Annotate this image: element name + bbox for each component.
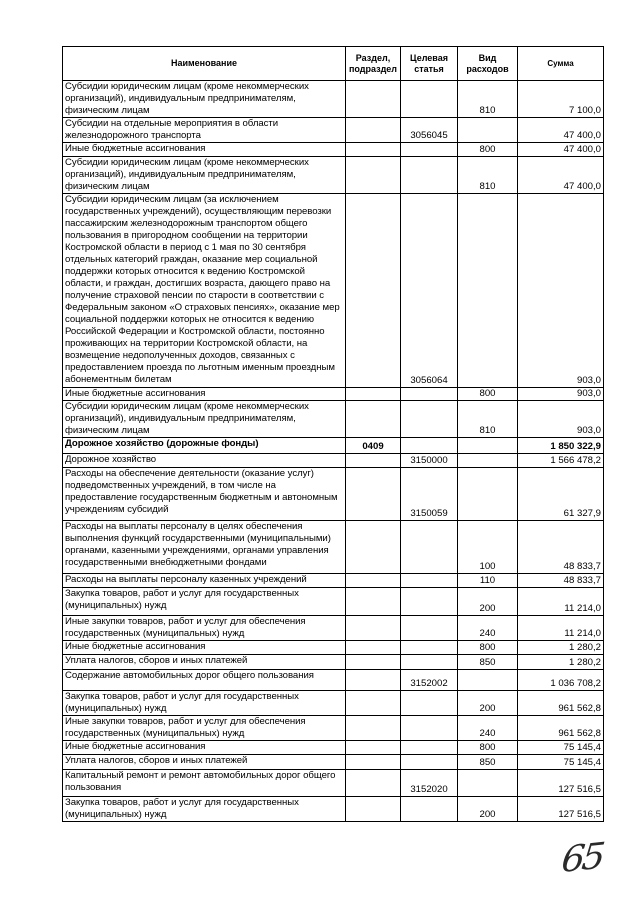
header-target: Целевая статья: [401, 47, 458, 81]
row-name: Дорожное хозяйство: [63, 454, 346, 468]
row-sum: 75 145,4: [518, 741, 604, 755]
row-sum: 11 214,0: [518, 588, 604, 616]
row-target-code: 3150059: [401, 468, 458, 521]
row-name: Субсидии юридическим лицам (кроме некоммерческих организаций), индивидуальным предпринимателям, физическим лицам: [63, 157, 346, 194]
header-row: [63, 47, 604, 81]
row-expense-type: [458, 454, 518, 468]
row-sum: 1 566 478,2: [518, 454, 604, 468]
table-row: [63, 401, 604, 438]
table-row: [63, 438, 604, 454]
row-section-code: [346, 157, 401, 194]
row-name: Расходы на обеспечение деятельности (оказание услуг) подведомственных учреждений, в том числе на предоставление государственным бюджетным и автономным учреждениям субсидий: [63, 468, 346, 521]
row-target-code: 3152020: [401, 770, 458, 797]
row-name: Иные бюджетные ассигнования: [63, 641, 346, 655]
row-expense-type: [458, 194, 518, 388]
row-name: Расходы на выплаты персоналу в целях обеспечения выполнения функций государственными (муниципальными) органами, казенными учреждениями, органами управления государственными внебюджетными фондами: [63, 521, 346, 574]
header-sum: Сумма: [518, 47, 604, 81]
row-name: Иные бюджетные ассигнования: [63, 388, 346, 401]
row-name: Субсидии юридическим лицам (кроме некоммерческих организаций), индивидуальным предпринимателям, физическим лицам: [63, 81, 346, 118]
row-expense-type: 800: [458, 641, 518, 655]
row-target-code: [401, 588, 458, 616]
row-section-code: [346, 670, 401, 691]
table-row: [63, 574, 604, 588]
row-section-code: [346, 716, 401, 741]
table-row: [63, 655, 604, 670]
row-section-code: 0409: [346, 438, 401, 454]
row-name: Расходы на выплаты персоналу казенных учреждений: [63, 574, 346, 588]
table-row: [63, 118, 604, 143]
row-section-code: [346, 691, 401, 716]
row-sum: 127 516,5: [518, 797, 604, 822]
row-name: Уплата налогов, сборов и иных платежей: [63, 655, 346, 670]
row-sum: 1 280,2: [518, 641, 604, 655]
row-target-code: [401, 521, 458, 574]
row-target-code: [401, 797, 458, 822]
row-target-code: [401, 438, 458, 454]
row-name: Иные бюджетные ассигнования: [63, 143, 346, 157]
table-row: [63, 468, 604, 521]
table-row: [63, 157, 604, 194]
row-expense-type: 110: [458, 574, 518, 588]
row-name: Субсидии юридическим лицам (кроме некоммерческих организаций), индивидуальным предпринимателям, физическим лицам: [63, 401, 346, 438]
table-body: [63, 81, 604, 822]
row-name: Закупка товаров, работ и услуг для государственных (муниципальных) нужд: [63, 797, 346, 822]
row-name: Дорожное хозяйство (дорожные фонды): [63, 438, 346, 454]
row-section-code: [346, 194, 401, 388]
row-sum: 61 327,9: [518, 468, 604, 521]
row-section-code: [346, 574, 401, 588]
row-expense-type: 240: [458, 716, 518, 741]
row-section-code: [346, 770, 401, 797]
row-section-code: [346, 641, 401, 655]
table-row: [63, 741, 604, 755]
row-name: Иные закупки товаров, работ и услуг для обеспечения государственных (муниципальных) нужд: [63, 716, 346, 741]
table-row: [63, 521, 604, 574]
row-target-code: 3150000: [401, 454, 458, 468]
row-expense-type: [458, 118, 518, 143]
row-section-code: [346, 655, 401, 670]
row-target-code: 3056045: [401, 118, 458, 143]
row-expense-type: 800: [458, 388, 518, 401]
row-section-code: [346, 797, 401, 822]
row-sum: 961 562,8: [518, 716, 604, 741]
row-name: Субсидии на отдельные мероприятия в области железнодорожного транспорта: [63, 118, 346, 143]
header-type: Вид расходов: [458, 47, 518, 81]
row-sum: 961 562,8: [518, 691, 604, 716]
row-section-code: [346, 468, 401, 521]
row-target-code: [401, 691, 458, 716]
row-expense-type: 200: [458, 797, 518, 822]
row-target-code: [401, 81, 458, 118]
row-sum: 48 833,7: [518, 521, 604, 574]
row-expense-type: 850: [458, 655, 518, 670]
table-row: [63, 194, 604, 388]
row-target-code: [401, 143, 458, 157]
row-sum: 11 214,0: [518, 616, 604, 641]
row-expense-type: 810: [458, 157, 518, 194]
row-sum: 47 400,0: [518, 157, 604, 194]
row-expense-type: 800: [458, 143, 518, 157]
row-target-code: [401, 157, 458, 194]
table-row: [63, 716, 604, 741]
row-target-code: [401, 741, 458, 755]
header-section: Раздел, подраздел: [346, 47, 401, 81]
row-section-code: [346, 588, 401, 616]
table-row: [63, 670, 604, 691]
row-expense-type: [458, 438, 518, 454]
row-name: Закупка товаров, работ и услуг для государственных (муниципальных) нужд: [63, 588, 346, 616]
table-row: [63, 81, 604, 118]
table-row: [63, 454, 604, 468]
row-expense-type: [458, 670, 518, 691]
row-expense-type: 100: [458, 521, 518, 574]
table-header: [63, 47, 604, 81]
row-name: Содержание автомобильных дорог общего пользования: [63, 670, 346, 691]
row-section-code: [346, 401, 401, 438]
row-sum: 1 280,2: [518, 655, 604, 670]
row-target-code: [401, 616, 458, 641]
row-section-code: [346, 616, 401, 641]
row-name: Капитальный ремонт и ремонт автомобильных дорог общего пользования: [63, 770, 346, 797]
row-expense-type: 850: [458, 755, 518, 770]
row-sum: 75 145,4: [518, 755, 604, 770]
row-sum: 47 400,0: [518, 118, 604, 143]
row-target-code: [401, 716, 458, 741]
row-section-code: [346, 143, 401, 157]
row-name: Субсидии юридическим лицам (за исключением государственных учреждений), осуществляющим перевозки пассажирским железнодорожным транспортом общего пользования в пригородном сообщении на территории Костромской области в период с 1 мая по 30 сентября отдельных категорий граждан, оказание мер социальной поддержки которых относится к ведению Костромской области, и граждан, достигших возраста, дающего право на получение страховой пенсии по старости в соответствии с Федеральным законом «О страховых пенсиях», оказание мер социальной поддержки которых не относится к ведению Российской Федерации и Костромской области, постоянно проживающих на территории Костромской области, на возмещение недополученных доходов, связанных с предоставлением проезда по льготным именным проездным абонементным билетам: [63, 194, 346, 388]
row-target-code: [401, 655, 458, 670]
row-target-code: [401, 401, 458, 438]
table-row: [63, 797, 604, 822]
row-section-code: [346, 81, 401, 118]
table-row: [63, 641, 604, 655]
row-section-code: [346, 388, 401, 401]
row-target-code: [401, 755, 458, 770]
row-target-code: [401, 574, 458, 588]
table-row: [63, 143, 604, 157]
row-sum: 7 100,0: [518, 81, 604, 118]
row-sum: 47 400,0: [518, 143, 604, 157]
row-section-code: [346, 454, 401, 468]
row-sum: 903,0: [518, 401, 604, 438]
row-section-code: [346, 755, 401, 770]
row-expense-type: 810: [458, 401, 518, 438]
row-sum: 127 516,5: [518, 770, 604, 797]
row-section-code: [346, 741, 401, 755]
header-name: Наименование: [63, 47, 346, 81]
row-expense-type: [458, 468, 518, 521]
row-sum: 48 833,7: [518, 574, 604, 588]
row-target-code: 3056064: [401, 194, 458, 388]
row-expense-type: [458, 770, 518, 797]
row-expense-type: 240: [458, 616, 518, 641]
row-expense-type: 200: [458, 691, 518, 716]
row-section-code: [346, 118, 401, 143]
table-row: [63, 770, 604, 797]
row-target-code: [401, 641, 458, 655]
row-target-code: [401, 388, 458, 401]
row-sum: 903,0: [518, 388, 604, 401]
row-target-code: 3152002: [401, 670, 458, 691]
table-row: [63, 691, 604, 716]
row-sum: 1 036 708,2: [518, 670, 604, 691]
table-row: [63, 755, 604, 770]
row-name: Уплата налогов, сборов и иных платежей: [63, 755, 346, 770]
row-sum: 903,0: [518, 194, 604, 388]
row-name: Иные закупки товаров, работ и услуг для обеспечения государственных (муниципальных) нужд: [63, 616, 346, 641]
row-sum: 1 850 322,9: [518, 438, 604, 454]
row-name: Иные бюджетные ассигнования: [63, 741, 346, 755]
row-expense-type: 810: [458, 81, 518, 118]
table-row: [63, 588, 604, 616]
row-expense-type: 800: [458, 741, 518, 755]
handwritten-page-number: 65: [559, 836, 605, 881]
table-row: [63, 616, 604, 641]
row-expense-type: 200: [458, 588, 518, 616]
row-section-code: [346, 521, 401, 574]
budget-table: [62, 46, 604, 822]
row-name: Закупка товаров, работ и услуг для государственных (муниципальных) нужд: [63, 691, 346, 716]
table-row: [63, 388, 604, 401]
